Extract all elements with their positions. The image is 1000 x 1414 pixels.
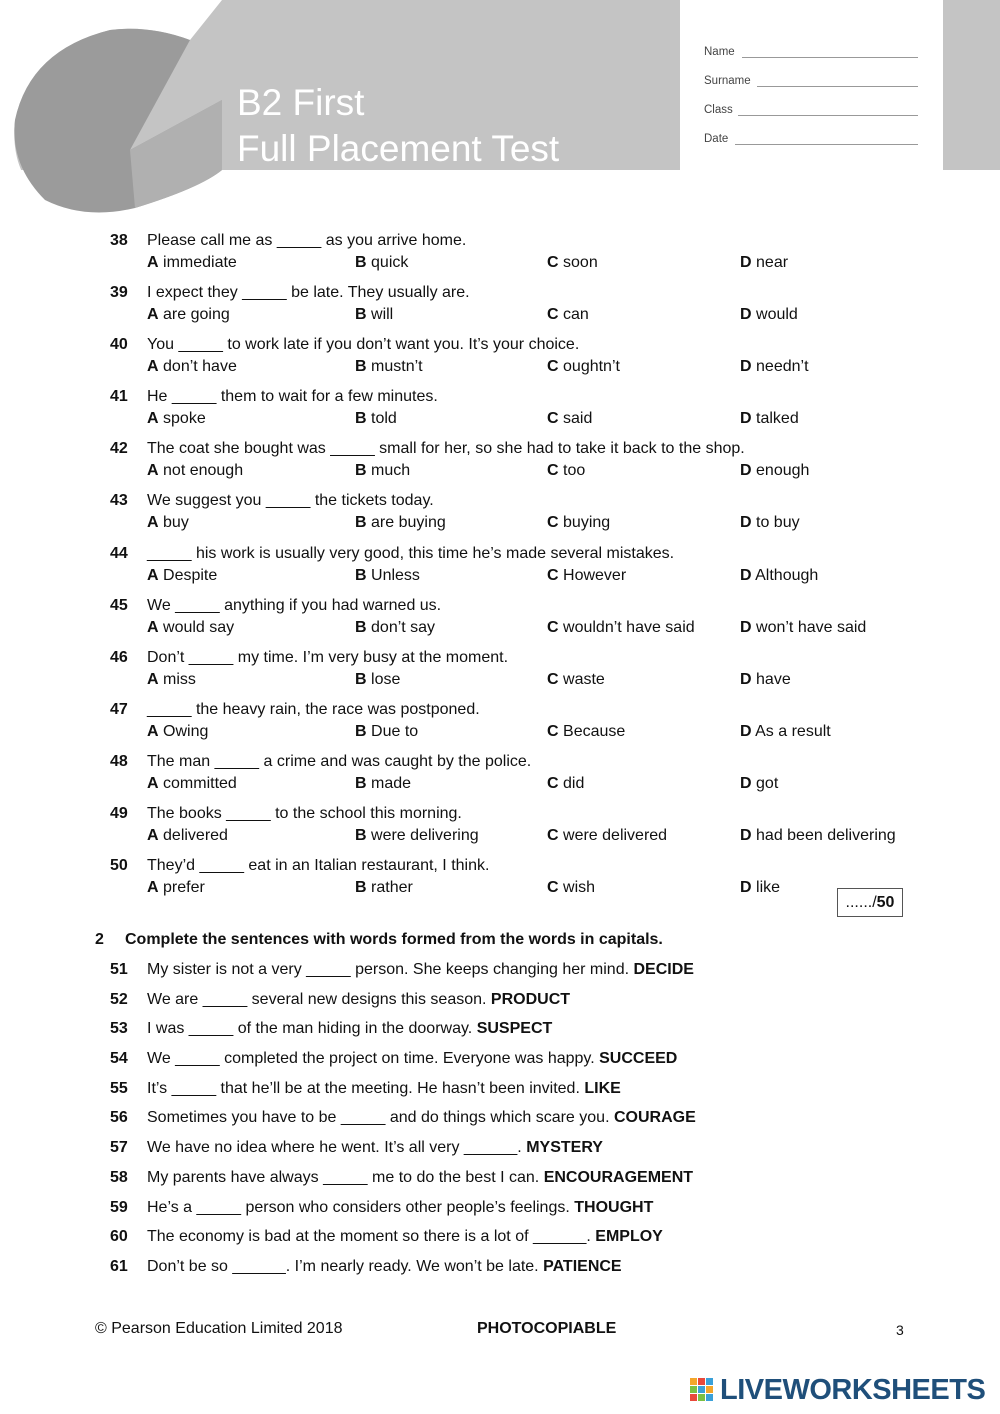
name-field[interactable] bbox=[742, 57, 918, 58]
item-number: 57 bbox=[110, 1139, 128, 1157]
word-formation-item bbox=[0, 1169, 1000, 1199]
header-grey-band-right bbox=[943, 0, 1000, 170]
surname-label: Surname bbox=[704, 75, 751, 87]
option-d[interactable]: D As a result bbox=[740, 722, 831, 740]
question-stem: You _____ to work late if you don’t want you. It’s your choice. bbox=[147, 336, 580, 354]
option-a[interactable]: A are going bbox=[147, 306, 230, 324]
item-sentence[interactable]: He’s a _____ person who considers other people’s feelings. bbox=[147, 1198, 570, 1216]
question-number: 46 bbox=[110, 648, 128, 666]
question-number: 44 bbox=[110, 544, 128, 562]
surname-field[interactable] bbox=[757, 86, 918, 87]
header-graphic bbox=[0, 0, 1000, 215]
item-sentence[interactable]: We have no idea where he went. It’s all very ______. bbox=[147, 1139, 522, 1157]
item-keyword: THOUGHT bbox=[574, 1198, 654, 1216]
item-number: 54 bbox=[110, 1050, 128, 1068]
option-b[interactable]: B lose bbox=[355, 670, 401, 688]
question bbox=[0, 701, 1000, 753]
item-sentence[interactable]: We _____ completed the project on time. Everyone was happy. bbox=[147, 1050, 595, 1068]
item-keyword: SUCCEED bbox=[599, 1050, 678, 1068]
option-c[interactable]: C wish bbox=[547, 879, 596, 897]
question-stem: He _____ them to wait for a few minutes. bbox=[147, 388, 438, 406]
option-c[interactable]: C were delivered bbox=[547, 827, 668, 845]
question-number: 40 bbox=[110, 336, 128, 354]
option-a[interactable]: A miss bbox=[147, 670, 196, 688]
liveworksheets-icon bbox=[690, 1378, 714, 1402]
item-number: 58 bbox=[110, 1168, 128, 1186]
class-label: Class bbox=[704, 104, 733, 116]
option-b[interactable]: B quick bbox=[355, 254, 409, 271]
copyright-notice: © Pearson Education Limited 2018 bbox=[95, 1320, 343, 1337]
option-c[interactable]: C soon bbox=[547, 254, 598, 271]
option-d[interactable]: D near bbox=[740, 254, 789, 271]
question-number: 43 bbox=[110, 492, 128, 510]
option-a[interactable]: A not enough bbox=[147, 462, 244, 480]
option-d[interactable]: D to buy bbox=[740, 514, 800, 532]
item-keyword: ENCOURAGEMENT bbox=[543, 1168, 694, 1186]
word-formation-item bbox=[0, 1050, 1000, 1080]
option-d[interactable]: D got bbox=[740, 774, 779, 792]
option-b[interactable]: B are buying bbox=[355, 514, 446, 532]
option-b[interactable]: B will bbox=[355, 306, 394, 324]
question-stem: Please call me as _____ as you arrive home. bbox=[147, 232, 467, 249]
section-number: 2 bbox=[95, 931, 104, 948]
word-formation-item bbox=[0, 1080, 1000, 1110]
option-d[interactable]: D Although bbox=[740, 566, 819, 584]
word-formation-item bbox=[0, 1199, 1000, 1229]
word-formation-item bbox=[0, 1228, 1000, 1258]
question-number: 50 bbox=[110, 857, 128, 875]
word-formation-item bbox=[0, 991, 1000, 1021]
word-formation-item bbox=[0, 1109, 1000, 1139]
item-number: 60 bbox=[110, 1228, 128, 1246]
option-d[interactable]: D enough bbox=[740, 462, 810, 480]
option-d[interactable]: D had been delivering bbox=[740, 827, 896, 845]
option-d[interactable]: D have bbox=[740, 670, 791, 688]
question-stem: The man _____ a crime and was caught by the police. bbox=[147, 752, 532, 770]
test-title-line1: B2 First bbox=[237, 82, 365, 123]
option-c[interactable]: C buying bbox=[547, 514, 611, 532]
option-c[interactable]: C did bbox=[547, 774, 585, 792]
item-number: 51 bbox=[110, 961, 128, 978]
item-keyword: LIKE bbox=[584, 1079, 621, 1097]
date-label: Date bbox=[704, 133, 729, 145]
option-a[interactable]: A prefer bbox=[147, 879, 205, 897]
liveworksheets-wordmark: LIVEWORKSHEETS bbox=[720, 1373, 986, 1406]
section-instruction-text: Complete the sentences with words formed from the words in capitals. bbox=[125, 931, 663, 948]
question bbox=[0, 492, 1000, 544]
option-b[interactable]: B mustn’t bbox=[355, 358, 423, 376]
item-sentence[interactable]: I was _____ of the man hiding in the doorway. bbox=[147, 1020, 473, 1038]
question-stem: We _____ anything if you had warned us. bbox=[147, 596, 442, 614]
score-total: 50 bbox=[876, 894, 895, 911]
item-number: 59 bbox=[110, 1198, 128, 1216]
item-keyword: SUSPECT bbox=[476, 1020, 553, 1038]
question bbox=[0, 336, 1000, 388]
question bbox=[0, 753, 1000, 805]
word-formation-item bbox=[0, 1258, 1000, 1288]
test-title-line2: Full Placement Test bbox=[237, 128, 560, 169]
option-d[interactable]: D would bbox=[740, 306, 798, 324]
question-number: 41 bbox=[110, 388, 128, 406]
item-sentence[interactable]: It’s _____ that he’ll be at the meeting. He hasn’t been invited. bbox=[147, 1079, 580, 1097]
question-number: 38 bbox=[110, 232, 128, 249]
item-number: 56 bbox=[110, 1109, 128, 1127]
item-sentence[interactable]: Don’t be so ______. I’m nearly ready. We won’t be late. bbox=[147, 1257, 539, 1275]
question-number: 45 bbox=[110, 596, 128, 614]
page-number: 3 bbox=[896, 1322, 904, 1338]
question bbox=[0, 388, 1000, 440]
option-b[interactable]: B rather bbox=[355, 879, 413, 897]
question-stem: The books _____ to the school this morning. bbox=[147, 805, 462, 823]
question bbox=[0, 284, 1000, 336]
option-b[interactable]: B Due to bbox=[355, 722, 419, 740]
question bbox=[0, 440, 1000, 492]
question-number: 47 bbox=[110, 700, 128, 718]
question-stem: Don’t _____ my time. I’m very busy at the moment. bbox=[147, 648, 509, 666]
option-a[interactable]: A spoke bbox=[147, 410, 206, 428]
item-number: 53 bbox=[110, 1020, 128, 1038]
option-a[interactable]: A committed bbox=[147, 774, 237, 792]
multiple-choice-section bbox=[0, 232, 1000, 909]
option-c[interactable]: C wouldn’t have said bbox=[547, 618, 695, 636]
option-b[interactable]: B made bbox=[355, 774, 412, 792]
item-keyword: DECIDE bbox=[633, 961, 694, 978]
question bbox=[0, 805, 1000, 857]
question-stem: _____ the heavy rain, the race was postponed. bbox=[147, 700, 480, 718]
word-formation-section bbox=[0, 961, 1000, 1288]
item-keyword: MYSTERY bbox=[526, 1139, 603, 1157]
option-b[interactable]: B told bbox=[355, 410, 397, 428]
option-c[interactable]: C too bbox=[547, 462, 586, 480]
option-c[interactable]: C However bbox=[547, 566, 627, 584]
item-keyword: COURAGE bbox=[613, 1109, 696, 1127]
option-c[interactable]: C waste bbox=[547, 670, 605, 688]
option-a[interactable]: A delivered bbox=[147, 827, 228, 845]
question-stem: The coat she bought was _____ small for her, so she had to take it back to the shop. bbox=[147, 440, 745, 458]
option-a[interactable]: A would say bbox=[147, 618, 235, 636]
question-stem: They’d _____ eat in an Italian restaurant, I think. bbox=[147, 857, 490, 875]
option-b[interactable]: B were delivering bbox=[355, 827, 479, 845]
item-keyword: PATIENCE bbox=[543, 1257, 622, 1275]
option-d[interactable]: D needn’t bbox=[740, 358, 809, 376]
option-d[interactable]: D won’t have said bbox=[740, 618, 867, 636]
class-field[interactable] bbox=[738, 115, 918, 116]
item-number: 55 bbox=[110, 1079, 128, 1097]
question-number: 39 bbox=[110, 284, 128, 302]
question-stem: We suggest you _____ the tickets today. bbox=[147, 492, 434, 510]
liveworksheets-logo[interactable] bbox=[690, 1372, 985, 1408]
question bbox=[0, 649, 1000, 701]
item-keyword: EMPLOY bbox=[595, 1228, 663, 1246]
word-formation-item bbox=[0, 961, 1000, 991]
option-a[interactable]: A Despite bbox=[147, 566, 218, 584]
item-keyword: PRODUCT bbox=[490, 990, 571, 1008]
option-c[interactable]: C said bbox=[547, 410, 593, 428]
item-sentence[interactable]: Sometimes you have to be _____ and do things which scare you. bbox=[147, 1109, 610, 1127]
word-formation-item bbox=[0, 1139, 1000, 1169]
date-field[interactable] bbox=[735, 144, 918, 145]
option-d[interactable]: D like bbox=[740, 879, 781, 897]
option-b[interactable]: B much bbox=[355, 462, 411, 480]
item-sentence[interactable]: We are _____ several new designs this season. bbox=[147, 990, 487, 1008]
question bbox=[0, 545, 1000, 597]
option-c[interactable]: C can bbox=[547, 306, 589, 324]
question-number: 42 bbox=[110, 440, 128, 458]
item-number: 61 bbox=[110, 1257, 128, 1275]
item-sentence[interactable]: The economy is bad at the moment so there is a lot of ______. bbox=[147, 1228, 591, 1246]
option-a[interactable]: A Owing bbox=[147, 722, 209, 740]
question bbox=[0, 232, 1000, 284]
word-formation-item bbox=[0, 1020, 1000, 1050]
option-c[interactable]: C Because bbox=[547, 722, 626, 740]
question-stem: I expect they _____ be late. They usually are. bbox=[147, 284, 470, 302]
question-number: 48 bbox=[110, 752, 128, 770]
option-a[interactable]: A immediate bbox=[147, 254, 237, 271]
section-2-instruction bbox=[95, 931, 663, 949]
item-number: 52 bbox=[110, 990, 128, 1008]
option-b[interactable]: B Unless bbox=[355, 566, 420, 584]
photocopiable-label: PHOTOCOPIABLE bbox=[477, 1320, 617, 1337]
question bbox=[0, 597, 1000, 649]
score-box[interactable] bbox=[837, 888, 903, 917]
question-stem: _____ his work is usually very good, this time he’s made several mistakes. bbox=[147, 544, 675, 562]
option-b[interactable]: B don’t say bbox=[355, 618, 436, 636]
question-number: 49 bbox=[110, 805, 128, 823]
item-sentence[interactable]: My sister is not a very _____ person. She keeps changing her mind. bbox=[147, 961, 630, 978]
option-a[interactable]: A don’t have bbox=[147, 358, 237, 376]
name-label: Name bbox=[704, 46, 735, 58]
option-d[interactable]: D talked bbox=[740, 410, 799, 428]
option-c[interactable]: C oughtn’t bbox=[547, 358, 620, 376]
header-banner bbox=[0, 0, 1000, 215]
item-sentence[interactable]: My parents have always _____ me to do the best I can. bbox=[147, 1168, 540, 1186]
option-a[interactable]: A buy bbox=[147, 514, 189, 532]
score-dots: ....../ bbox=[845, 894, 877, 911]
